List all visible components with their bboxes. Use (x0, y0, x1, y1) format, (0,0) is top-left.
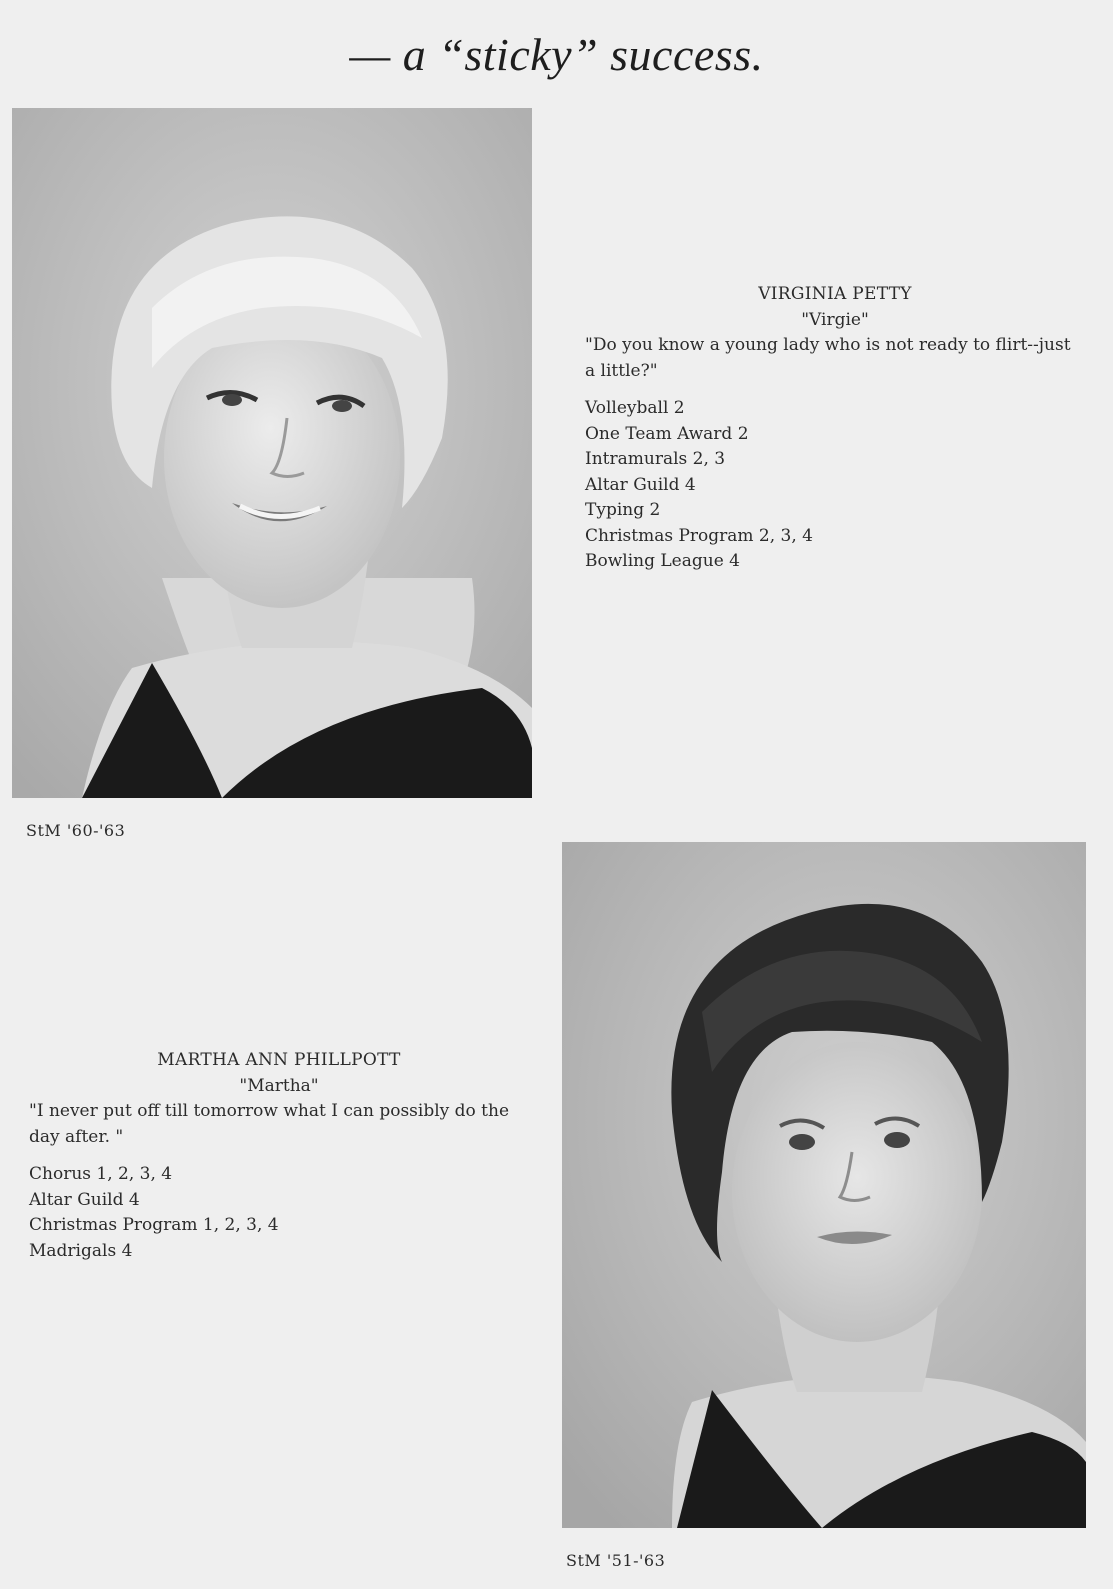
student-nickname: "Virgie" (801, 309, 869, 330)
student-name: MARTHA ANN PHILLPOTT (157, 1050, 401, 1070)
bio-virginia-petty (585, 282, 1085, 575)
student-quote: "I never put off till tomorrow what I can possibly do the day after. " (29, 1101, 510, 1147)
activity-item: Bowling League 4 (585, 551, 740, 571)
activity-item: Altar Guild 4 (29, 1189, 140, 1210)
activity-item: One Team Award 2 (585, 423, 749, 444)
activity-item: Intramurals 2, 3 (585, 449, 726, 469)
student-nickname: "Martha" (239, 1075, 319, 1096)
attendance-caption-phillpott: StM '51-'63 (566, 1551, 666, 1570)
portrait-photo-petty (12, 108, 532, 798)
activity-item: Altar Guild 4 (585, 474, 696, 495)
activity-item: Madrigals 4 (29, 1240, 133, 1261)
attendance-caption-petty: StM '60-'63 (26, 821, 126, 840)
student-quote: "Do you know a young lady who is not ready to flirt--just a little?" (585, 335, 1071, 381)
activity-item: Christmas Program 2, 3, 4 (585, 525, 813, 546)
activity-item: Volleyball 2 (585, 398, 685, 418)
portrait-photo-phillpott (562, 842, 1086, 1528)
activity-item: Chorus 1, 2, 3, 4 (29, 1164, 173, 1184)
student-name: VIRGINIA PETTY (758, 284, 912, 304)
activity-item: Typing 2 (585, 500, 661, 520)
bio-martha-ann-phillpott (29, 1048, 529, 1264)
activity-item: Christmas Program 1, 2, 3, 4 (29, 1215, 279, 1235)
page-title: — a “sticky” success. (349, 29, 764, 80)
